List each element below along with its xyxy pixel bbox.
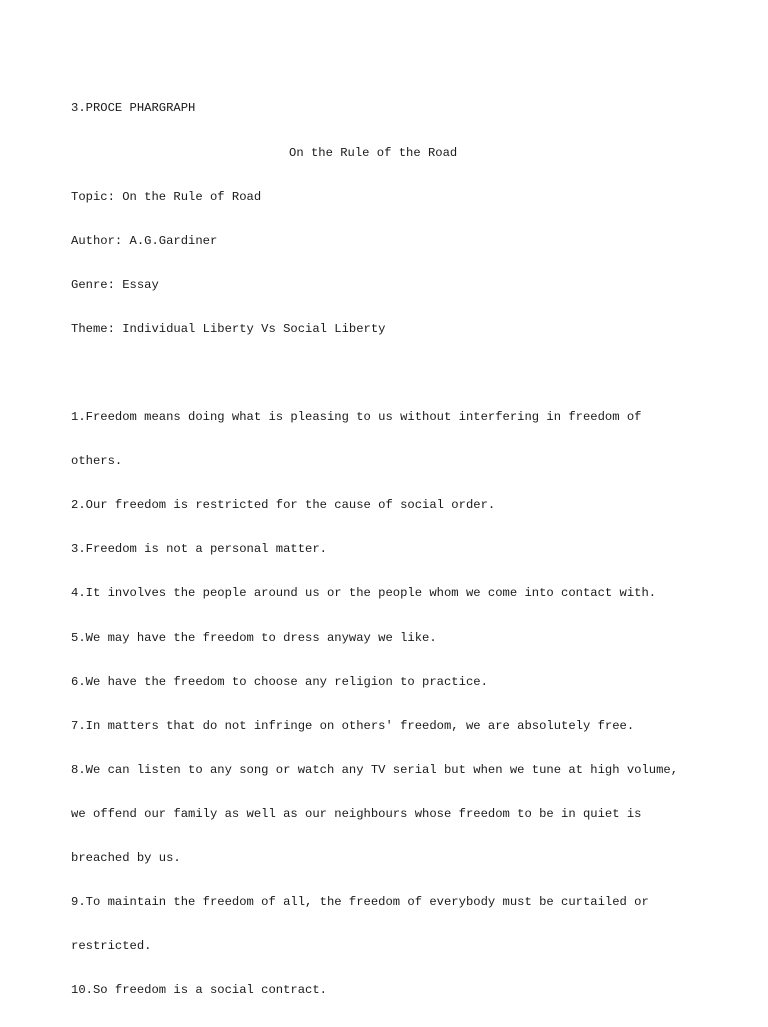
point-line: 7.In matters that do not infringe on others' freedom, we are absolutely free.	[71, 718, 635, 733]
point-line: 8.We can listen to any song or watch any TV serial but when we tune at high volume,	[71, 762, 679, 777]
section-heading: 3.PROCE PHARGRAPH	[71, 101, 196, 116]
meta-theme: Theme: Individual Liberty Vs Social Liberty	[71, 321, 386, 336]
document-body	[71, 72, 711, 1027]
document-title: On the Rule of the Road	[289, 145, 458, 160]
meta-author: Author: A.G.Gardiner	[71, 233, 218, 248]
point-line: 4.It involves the people around us or the people whom we come into contact with.	[71, 586, 657, 601]
meta-genre: Genre: Essay	[71, 277, 159, 292]
blank-line	[71, 366, 711, 381]
point-line: 9.To maintain the freedom of all, the freedom of everybody must be curtailed or	[71, 895, 649, 910]
point-line: 1.Freedom means doing what is pleasing to us without interfering in freedom of	[71, 410, 642, 425]
point-line: 6.We have the freedom to choose any religion to practice.	[71, 674, 488, 689]
point-line: others.	[71, 454, 123, 469]
point-line: breached by us.	[71, 851, 181, 865]
point-line: 10.So freedom is a social contract.	[71, 983, 327, 998]
point-line: restricted.	[71, 939, 152, 954]
point-line: 3.Freedom is not a personal matter.	[71, 542, 327, 557]
point-line: we offend our family as well as our neighbours whose freedom to be in quiet is	[71, 806, 642, 821]
point-line: 2.Our freedom is restricted for the cause of social order.	[71, 498, 496, 513]
point-line: 5.We may have the freedom to dress anyway we like.	[71, 630, 437, 645]
meta-topic: Topic: On the Rule of Road	[71, 189, 262, 204]
